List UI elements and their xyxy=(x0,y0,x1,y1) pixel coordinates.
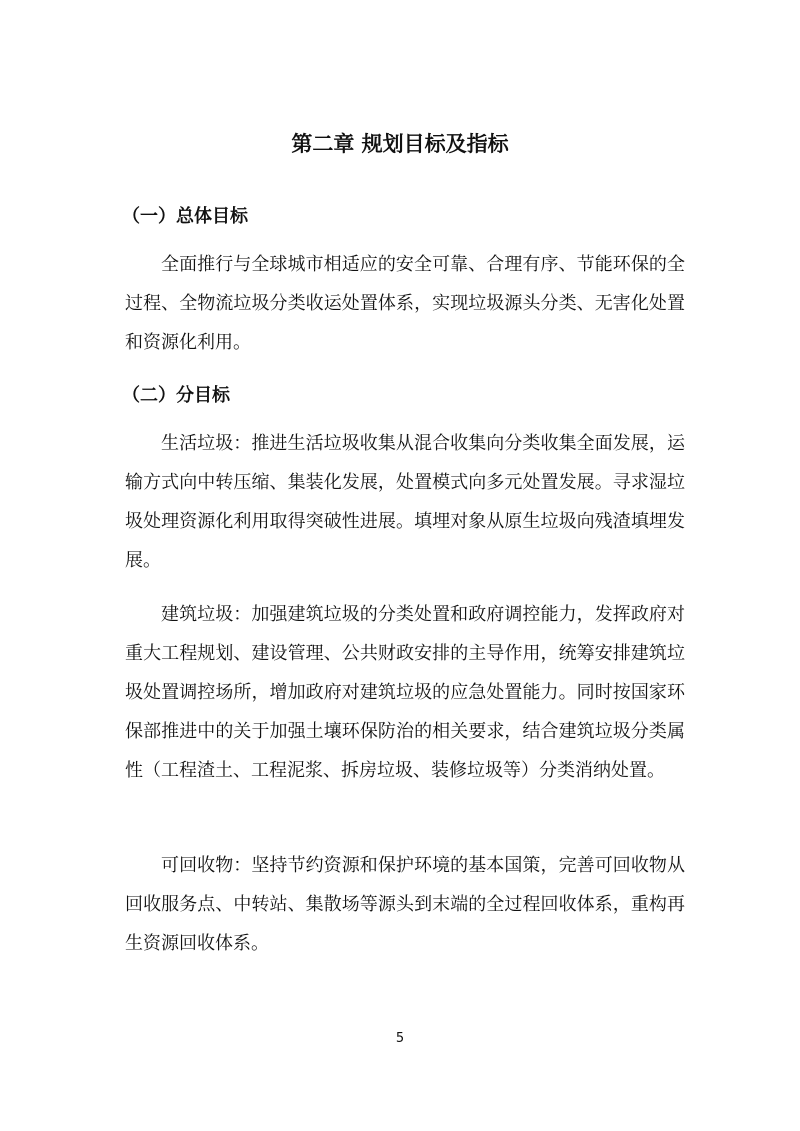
page-number: 5 xyxy=(395,1031,405,1046)
paragraph-construction-waste: 建筑垃圾：加强建筑垃圾的分类处置和政府调控能力，发挥政府对重大工程规划、建设管理、公共财政安排的主导作用，统筹安排建筑垃圾处置调控场所，增加政府对建筑垃圾的应急处置能力。同时按国家环保部推进中的关于加强土壤环保防治的相关要求，结合建筑垃圾分类属性（工程渣土、工程泥浆、拆房垃圾、装修垃圾等）分类消纳处置。 xyxy=(125,604,685,781)
section-heading-overall-goal: （一）总体目标 xyxy=(122,206,248,227)
paragraph-overall-goal: 全面推行与全球城市相适应的安全可靠、合理有序、节能环保的全过程、全物流垃圾分类收运处置体系，实现垃圾源头分类、无害化处置和资源化利用。 xyxy=(125,254,685,353)
chapter-title: 第二章 规划目标及指标 xyxy=(291,132,509,156)
paragraph-domestic-waste: 生活垃圾：推进生活垃圾收集从混合收集向分类收集全面发展，运输方式向中转压缩、集装化发展，处置模式向多元处置发展。寻求湿垃圾处理资源化利用取得突破性进展。填埋对象从原生垃圾向残渣填埋发展。 xyxy=(125,433,685,571)
section-heading-sub-goals: （二）分目标 xyxy=(122,385,230,406)
paragraph-recyclables: 可回收物：坚持节约资源和保护环境的基本国策，完善可回收物从回收服务点、中转站、集散场等源头到末端的全过程回收体系，重构再生资源回收体系。 xyxy=(125,855,685,954)
